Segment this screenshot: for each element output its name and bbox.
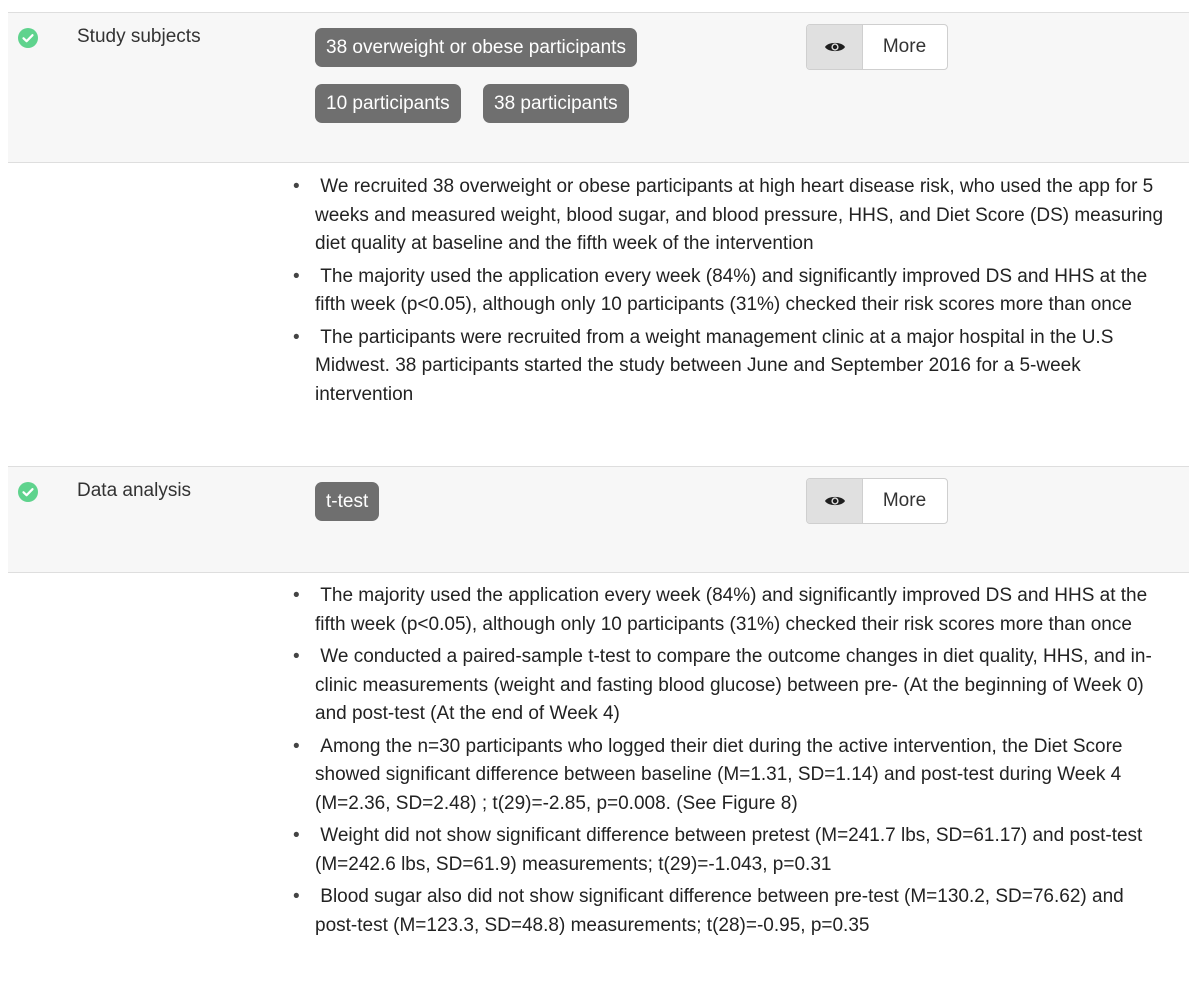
section-title: Data analysis	[77, 480, 192, 501]
list-item: • Among the n=30 participants who logged their diet during the active intervention, the Diet Score showed significant difference between baseline (M=1.31, SD=1.14) and post-test during Week 4 (M=2.36, SD=2.48) ; t(29)=-2.85, p=0.008. (See Figure 8)	[0, 733, 1167, 819]
study-subjects-bullet-list	[0, 173, 1167, 413]
list-item: • The participants were recruited from a weight management clinic at a major hospital in the U.S Midwest. 38 participants started the study between June and September 2016 for a 5-week intervention	[0, 324, 1167, 410]
section-title: Study subjects	[77, 26, 201, 47]
more-button-label: More	[882, 490, 927, 511]
tag-chip[interactable]: 10 participants	[315, 84, 461, 123]
data-analysis-bullet-list	[0, 582, 1167, 944]
eye-icon	[807, 479, 863, 523]
section-header-study-subjects	[8, 12, 1189, 163]
more-button[interactable]	[806, 24, 948, 70]
tag-chip[interactable]: t-test	[315, 482, 379, 521]
eye-icon	[807, 25, 863, 69]
list-item: • The majority used the application every week (84%) and significantly improved DS and HHS at the fifth week (p<0.05), although only 10 participants (31%) checked their risk scores more than once	[0, 263, 1167, 320]
more-button[interactable]	[806, 478, 948, 524]
list-item: • Weight did not show significant difference between pretest (M=241.7 lbs, SD=61.17) and post-test (M=242.6 lbs, SD=61.9) measurements; t(29)=-1.043, p=0.31	[0, 822, 1167, 879]
tag-chip[interactable]: 38 overweight or obese participants	[315, 28, 637, 67]
section-header-data-analysis	[8, 466, 1189, 573]
tag-chip[interactable]: 38 participants	[483, 84, 629, 123]
list-item: • Blood sugar also did not show significant difference between pre-test (M=130.2, SD=76.62) and post-test (M=123.3, SD=48.8) measurements; t(28)=-0.95, p=0.35	[0, 883, 1167, 940]
check-circle-icon	[18, 482, 38, 502]
list-item: • We recruited 38 overweight or obese participants at high heart disease risk, who used the app for 5 weeks and measured weight, blood sugar, and blood pressure, HHS, and Diet Score (DS) measuring diet quality at baseline and the fifth week of the intervention	[0, 173, 1167, 259]
more-button-label: More	[882, 36, 927, 57]
list-item: • We conducted a paired-sample t-test to compare the outcome changes in diet quality, HHS, and in-clinic measurements (weight and fasting blood glucose) between pre- (At the beginning of Week 0) and post-test (At the end of Week 4)	[0, 643, 1167, 729]
list-item: • The majority used the application every week (84%) and significantly improved DS and HHS at the fifth week (p<0.05), although only 10 participants (31%) checked their risk scores more than once	[0, 582, 1167, 639]
check-circle-icon	[18, 28, 38, 48]
